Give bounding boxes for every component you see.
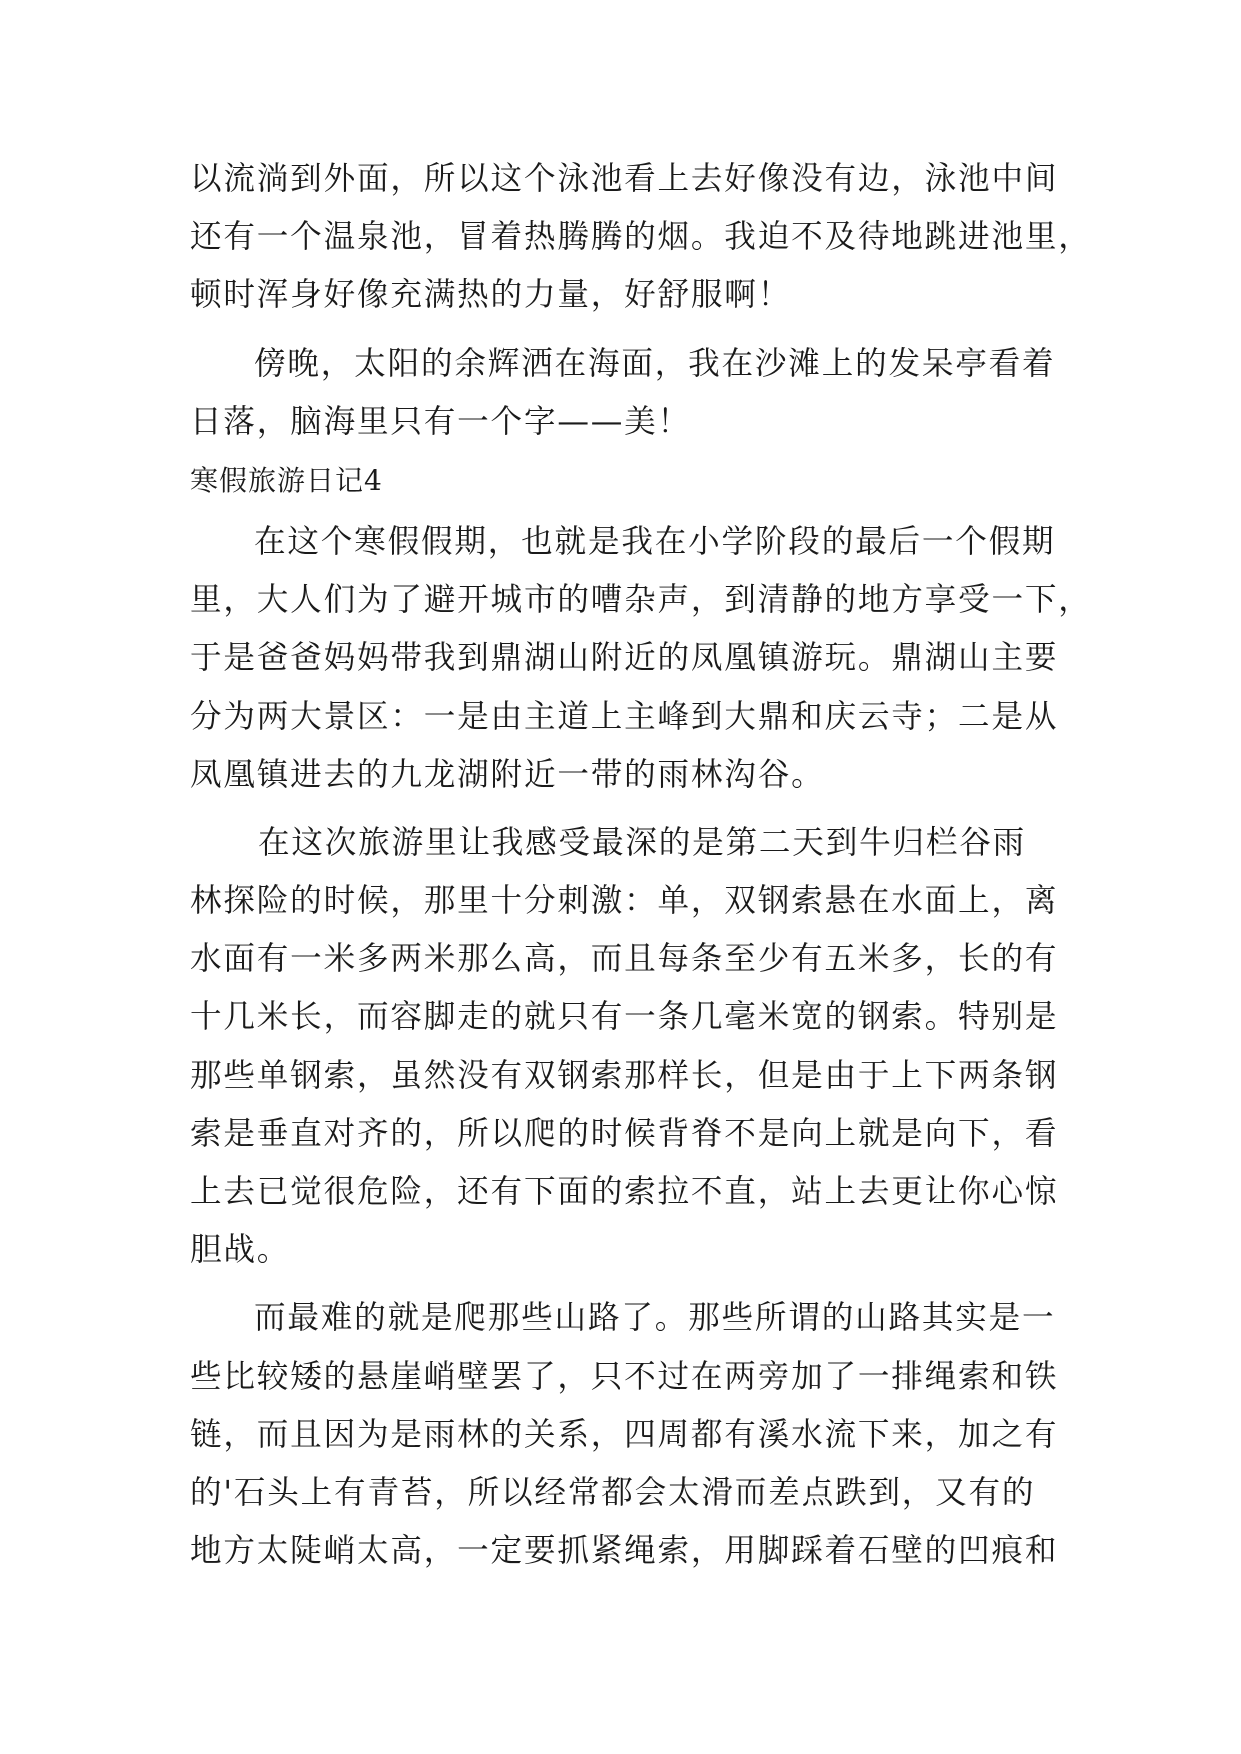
paragraph-line: 林探险的时候，那里十分刺激：单，双钢索悬在水面上，离 [190,883,1059,920]
paragraph-cables [190,814,1059,1280]
paragraph-line: 些比较矮的悬崖峭壁罢了，只不过在两旁加了一排绳索和铁 [190,1358,1059,1395]
diary-heading: 寒假旅游日记4 [190,463,383,497]
paragraph-line: 水面有一米多两米那么高，而且每条至少有五米多，长的有 [190,941,1059,978]
paragraph-line: 以流淌到外面，所以这个泳池看上去好像没有边，泳池中间 [190,161,1059,197]
paragraph-line: 傍晚，太阳的余辉洒在海面，我在沙滩上的发呆亭看着 [254,345,1056,382]
paragraph-line: 于是爸爸妈妈带我到鼎湖山附近的凤凰镇游玩。鼎湖山主要 [190,640,1059,677]
paragraph-line: 顿时浑身好像充满热的力量，好舒服啊！ [190,277,792,314]
paragraph-line: 链，而且因为是雨林的关系，四周都有溪水流下来，加之有 [190,1416,1059,1453]
paragraph-line: 还有一个温泉池，冒着热腾腾的烟。我迫不及待地跳进池里， [190,219,1092,256]
paragraph-line: 而最难的就是爬那些山路了。那些所谓的山路其实是一 [254,1300,1056,1337]
paragraph-line: 胆战。 [190,1232,291,1269]
paragraph-line: 在这个寒假假期，也就是我在小学阶段的最后一个假期 [254,523,1056,560]
paragraph-line: 凤凰镇进去的九龙湖附近一带的雨林沟谷。 [190,756,825,793]
paragraph-line: 地方太陡峭太高，一定要抓紧绳索，用脚踩着石壁的凹痕和 [190,1533,1059,1570]
document-page [190,150,1092,1580]
paragraph-mountain-path [190,1289,1059,1580]
paragraph-line: 上去已觉很危险，还有下面的索拉不直，站上去更让你心惊 [190,1174,1059,1210]
paragraph-line: 里，大人们为了避开城市的嘈杂声，到清静的地方享受一下， [190,582,1092,619]
paragraph-intro [190,513,1092,804]
paragraph-line: 分为两大景区：一是由主道上主峰到大鼎和庆云寺；二是从 [190,698,1059,735]
paragraph-line: 那些单钢索，虽然没有双钢索那样长，但是由于上下两条钢 [190,1057,1059,1094]
paragraph-line: 日落，脑海里只有一个字——美！ [190,403,691,440]
paragraph-pool [190,150,1092,325]
paragraph-sunset [190,335,1056,451]
paragraph-line: 的'石头上有青苔，所以经常都会太滑而差点跌到，又有的 [190,1474,1036,1511]
paragraph-line: 在这次旅游里让我感受最深的是第二天到牛归栏谷雨 [258,824,1027,861]
paragraph-line: 十几米长，而容脚走的就只有一条几毫米宽的钢索。特别是 [190,999,1059,1036]
paragraph-line: 索是垂直对齐的，所以爬的时候背脊不是向上就是向下，看 [190,1115,1059,1152]
